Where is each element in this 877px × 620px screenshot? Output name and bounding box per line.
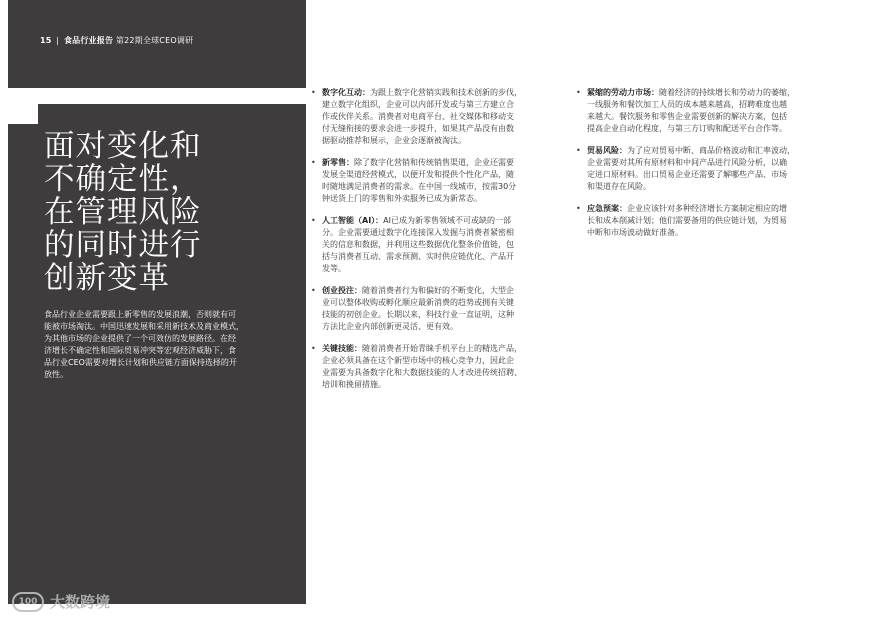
- bullet-text: AI已成为新零售领域不可或缺的一部: [383, 216, 512, 225]
- page-number: 15: [40, 36, 52, 45]
- intro-line: 放性。: [44, 370, 68, 379]
- bullet-term: 应急预案：: [587, 204, 627, 213]
- bullet-text: 中断和市场波动做好准备。: [587, 228, 683, 237]
- bullet-term: 数字化互动：: [322, 88, 370, 97]
- bullet-term: 人工智能（AI）：: [322, 216, 384, 225]
- bullet-text: 关的信息和数据，并利用这些数据优化整条价值链，包: [322, 240, 514, 249]
- bullet-item-labor-market: [575, 87, 825, 135]
- bullet-text: 提高企业自动化程度，与第三方订购和配送平台合作等。: [587, 124, 787, 133]
- bullet-text: 除了数字化营销和传统销售渠道，企业还需要: [354, 158, 514, 167]
- intro-line: 为其他市场的企业提供了一个可效仿的发展路径。在经: [44, 334, 236, 343]
- bullet-icon: •: [311, 158, 316, 167]
- bullet-text: 为跟上数字化营销实践和技术创新的步伐，: [370, 88, 522, 97]
- bullet-item-ai: [310, 215, 560, 275]
- bullet-term: 贸易风险：: [587, 146, 627, 155]
- bullet-icon: •: [311, 344, 316, 353]
- bullet-text: 一线服务和餐饮加工人员的成本越来越高，招聘难度也越: [587, 100, 787, 109]
- bullet-icon: •: [576, 204, 581, 213]
- bullet-text: 随着经济的持续增长和劳动力的萎缩，: [659, 88, 795, 97]
- bullet-icon: •: [311, 88, 316, 97]
- bullet-text: 付无缝衔接的要求会进一步提升，如果其产品没有由数: [322, 124, 514, 133]
- title-line: 创新变革: [44, 261, 170, 296]
- bullet-text: 发展全渠道经营模式，以便开发和提供个性化产品，随: [322, 170, 514, 179]
- bullet-text: 培训和挽留措施。: [322, 380, 386, 389]
- title-line: 在管理风险: [44, 195, 202, 230]
- bullet-text: 为了应对贸易中断、商品价格波动和汇率波动，: [627, 146, 795, 155]
- bullet-text: 随着消费者行为和偏好的不断变化，大型企: [362, 286, 514, 295]
- title-line: 不确定性，: [44, 162, 202, 197]
- bullet-item-venture-investment: [310, 285, 560, 333]
- header-separator: |: [56, 36, 60, 45]
- bullet-icon: •: [311, 286, 316, 295]
- bullet-text: 企业应该针对多种经济增长方案制定相应的增: [627, 204, 787, 213]
- watermark-text: 大数跨境: [50, 593, 111, 611]
- survey-name: 第22期全球CEO调研: [115, 36, 194, 45]
- bullet-text: 作或伙伴关系。消费者对电商平台、社交媒体和移动支: [322, 112, 514, 121]
- bullet-item-digital-interaction: [310, 87, 560, 147]
- bullet-text: 企业需要对其所有原材料和中间产品进行风险分析，以确: [587, 158, 787, 167]
- title-line: 面对变化和: [44, 129, 202, 164]
- bullet-icon: •: [576, 146, 581, 155]
- bullet-column-1: [310, 87, 560, 401]
- bullet-term: 新零售：: [322, 158, 354, 167]
- bullet-text: 和渠道存在风险。: [587, 182, 651, 191]
- intro-paragraph: [44, 309, 276, 381]
- intro-line: 能被市场淘汰。中国迅速发展和采用新技术及商业模式，: [44, 322, 244, 331]
- intro-line: 食品行业企业需要跟上新零售的发展浪潮，否则就有可: [44, 310, 236, 319]
- bullet-text: 来越大。餐饮服务和零售企业需要创新的解决方案，包括: [587, 112, 787, 121]
- watermark-logo-icon: 100: [12, 592, 44, 612]
- bullet-text: 括与消费者互动、需求预测、实时供应链优化、产品开: [322, 252, 514, 261]
- section-title: [44, 130, 294, 295]
- bullet-text: 企业必须具备在这个新型市场中的核心竞争力，因此企: [322, 356, 514, 365]
- report-name: 食品行业报告: [63, 36, 114, 45]
- bullet-item-new-retail: [310, 157, 560, 205]
- bullet-item-trade-risk: [575, 145, 825, 193]
- bullet-text: 据驱动推荐和展示，企业会逐渐被淘汰。: [322, 136, 466, 145]
- title-line: 的同时进行: [44, 228, 202, 263]
- bullet-text: 分。企业需要通过数字化连接深入发掘与消费者紧密相: [322, 228, 514, 237]
- bullet-term: 关键技能：: [322, 344, 362, 353]
- intro-line: 济增长不确定性和国际贸易冲突等宏观经济威胁下，食: [44, 346, 236, 355]
- page-header: [40, 35, 193, 46]
- bullet-item-contingency-plan: [575, 203, 825, 239]
- bullet-text: 技能的初创企业。长期以来，科技行业一直证明，这种: [322, 310, 514, 319]
- bullet-text: 钟送货上门的零售和外卖服务已成为新常态。: [322, 194, 482, 203]
- bullet-column-2: [575, 87, 825, 249]
- bullet-text: 建立数字化组织，企业可以内部开发或与第三方建立合: [322, 100, 514, 109]
- bullet-text: 随着消费者开始青睐手机平台上的精选产品，: [362, 344, 522, 353]
- bullet-text: 业需要为具备数字化和大数据技能的人才改进传统招聘、: [322, 368, 522, 377]
- intro-line: 品行业CEO需要对增长计划和供应链方面保持选择的开: [44, 358, 237, 367]
- bullet-text: 定进口原材料。出口贸易企业还需要了解哪些产品、市场: [587, 170, 787, 179]
- bullet-term: 创业投注：: [322, 286, 362, 295]
- watermark: [12, 591, 110, 612]
- bullet-icon: •: [311, 216, 316, 225]
- bullet-text: 业可以整体收购或孵化顺应最新消费的趋势或拥有关键: [322, 298, 514, 307]
- bullet-text: 长和成本削减计划；他们需要备用的供应链计划，为贸易: [587, 216, 787, 225]
- bullet-text: 发等。: [322, 264, 346, 273]
- panel-notch: [8, 104, 38, 124]
- bullet-text: 方法比企业内部创新更灵活、更有效。: [322, 322, 458, 331]
- bullet-text: 时随地满足消费者的需求。在中国一线城市，按需30分: [322, 182, 517, 191]
- bullet-item-key-skills: [310, 343, 560, 391]
- bullet-term: 紧缩的劳动力市场：: [587, 88, 659, 97]
- bullet-icon: •: [576, 88, 581, 97]
